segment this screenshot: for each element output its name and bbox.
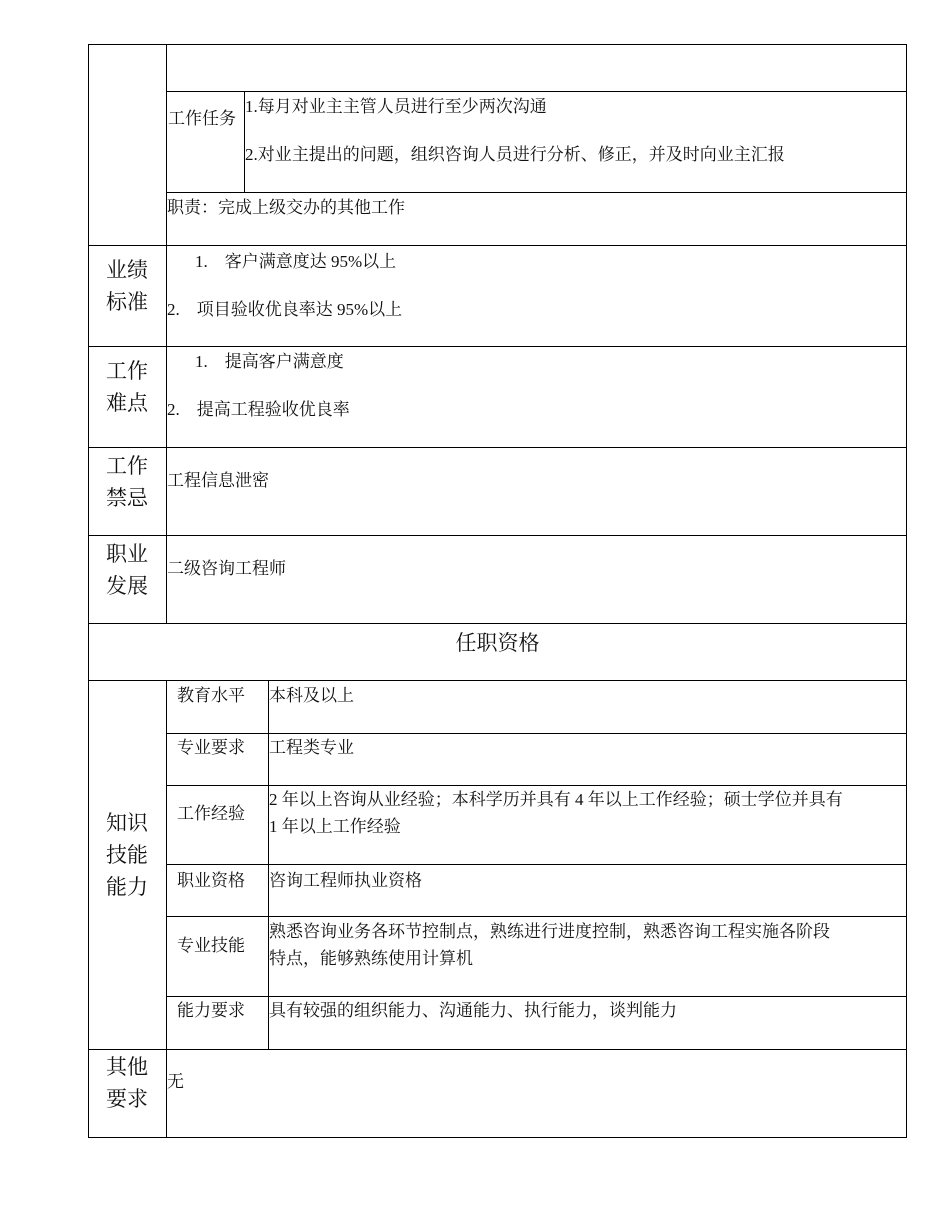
performance-item: 1. 客户满意度达 95%以上 [195, 252, 397, 271]
knowledge-row-value: 咨询工程师执业资格 [269, 871, 422, 890]
taboo-label: 工作 禁忌 [106, 454, 148, 510]
row-divider [166, 996, 907, 997]
row-divider [88, 680, 907, 681]
knowledge-label: 知识 技能 能力 [106, 811, 148, 899]
taboo-value: 工程信息泄密 [167, 471, 269, 490]
knowledge-row-value: 工程类专业 [269, 738, 354, 757]
row-divider [88, 623, 907, 624]
other-value: 无 [167, 1072, 184, 1091]
knowledge-row-label: 专业技能 [177, 936, 245, 955]
knowledge-row-value: 本科及以上 [269, 686, 354, 705]
other-label: 其他 要求 [106, 1055, 148, 1111]
task-item: 2.对业主提出的问题，组织咨询人员进行分析、修正，并及时向业主汇报 [245, 145, 785, 164]
section-title: 任职资格 [455, 631, 540, 655]
row-divider [166, 785, 907, 786]
knowledge-row-label: 工作经验 [177, 804, 245, 823]
career-label: 职业 发展 [106, 542, 148, 598]
row-divider [166, 864, 907, 865]
knowledge-row-label: 能力要求 [177, 1001, 245, 1020]
duty-text: 职责：完成上级交办的其他工作 [167, 198, 405, 217]
task-label: 工作任务 [168, 109, 236, 128]
difficulty-item: 2. 提高工程验收优良率 [167, 400, 350, 419]
difficulty-item: 1. 提高客户满意度 [195, 352, 344, 371]
knowledge-row-value: 2 年以上咨询从业经验；本科学历并具有 4 年以上工作经验；硕士学位并具有 [269, 790, 843, 809]
row-divider [88, 245, 907, 246]
knowledge-row-value: 具有较强的组织能力、沟通能力、执行能力，谈判能力 [269, 1001, 677, 1020]
knowledge-row-value: 1 年以上工作经验 [269, 817, 401, 836]
row-divider [166, 916, 907, 917]
row-divider [166, 91, 907, 92]
column-divider [166, 44, 167, 624]
row-divider [88, 346, 907, 347]
row-divider [166, 192, 907, 193]
row-divider [88, 447, 907, 448]
knowledge-row-label: 职业资格 [177, 871, 245, 890]
performance-label: 业绩 标准 [106, 258, 148, 314]
knowledge-row-label: 教育水平 [177, 686, 245, 705]
knowledge-row-value: 特点，能够熟练使用计算机 [269, 949, 473, 968]
column-divider [268, 680, 269, 1050]
row-divider [88, 1049, 907, 1050]
task-item: 1.每月对业主主管人员进行至少两次沟通 [245, 97, 547, 116]
row-divider [166, 733, 907, 734]
difficulty-label: 工作 难点 [106, 359, 148, 415]
knowledge-row-value: 熟悉咨询业务各环节控制点，熟练进行进度控制，熟悉咨询工程实施各阶段 [269, 922, 830, 941]
career-value: 二级咨询工程师 [167, 559, 286, 578]
row-divider [88, 535, 907, 536]
knowledge-row-label: 专业要求 [177, 738, 245, 757]
performance-item: 2. 项目验收优良率达 95%以上 [167, 300, 403, 319]
column-divider [166, 680, 167, 1138]
